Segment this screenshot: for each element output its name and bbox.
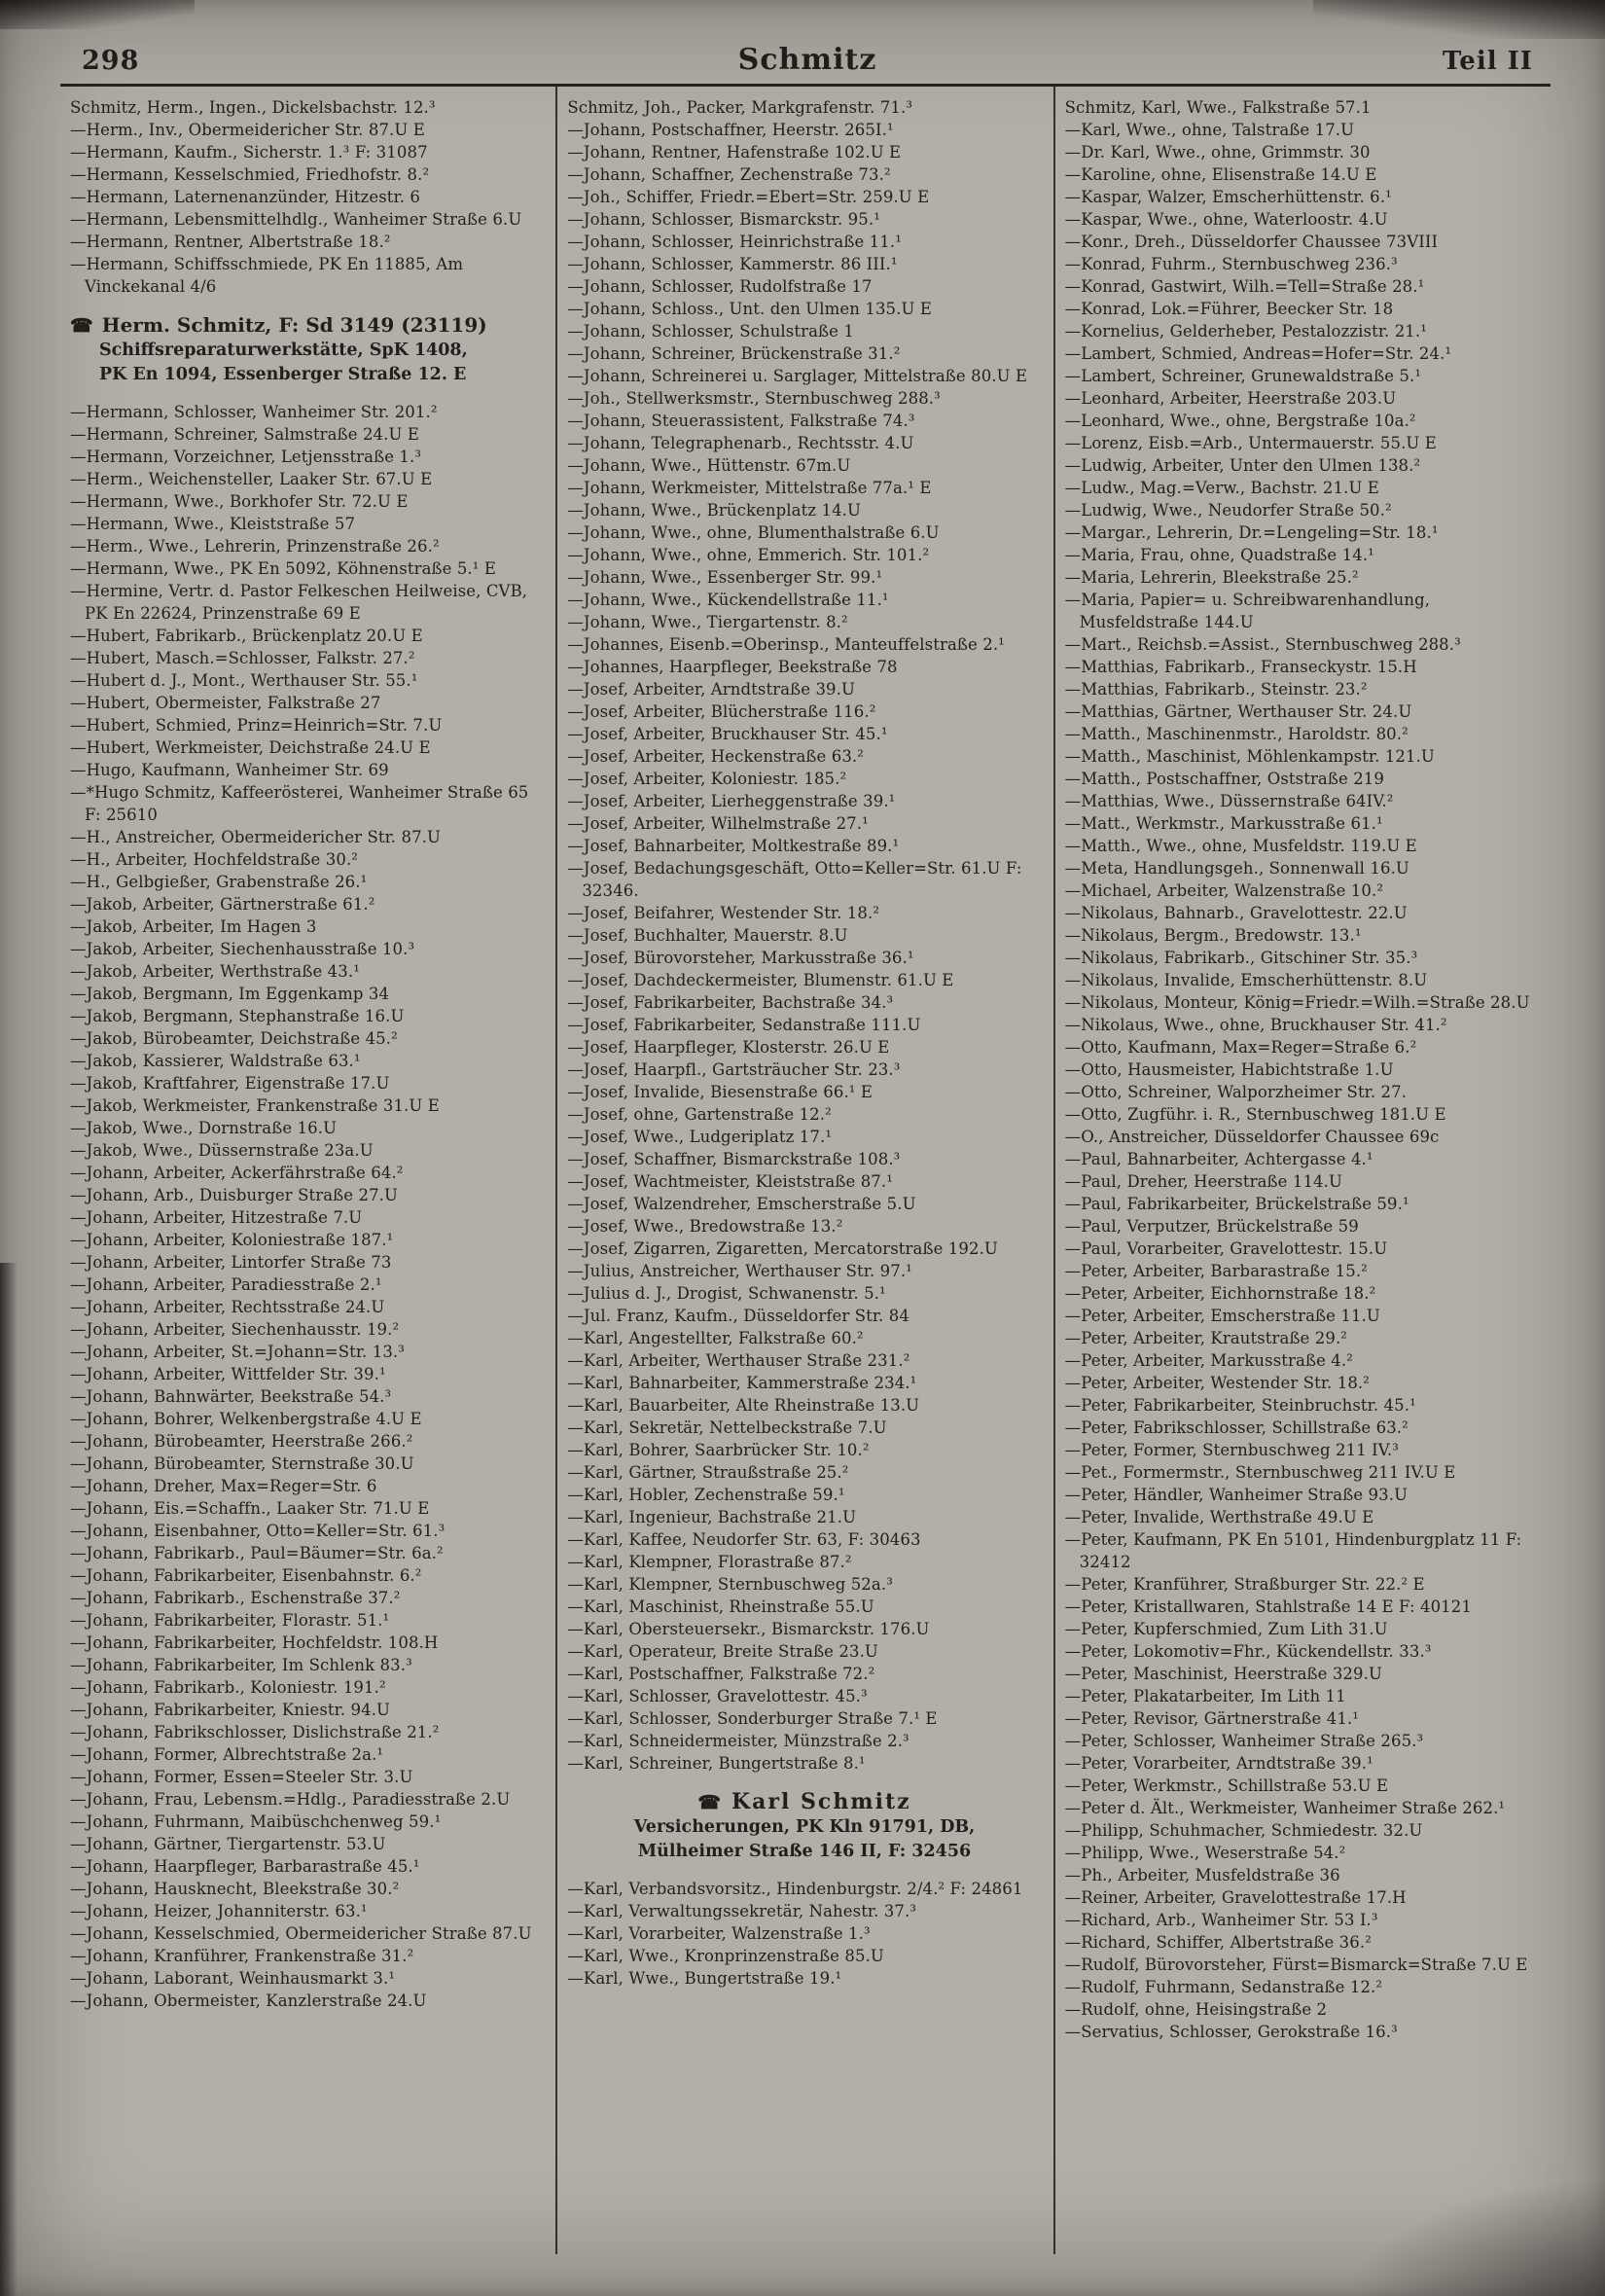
directory-entry: —Philipp, Schuhmacher, Schmiedestr. 32.U <box>1064 1821 1423 1840</box>
page-header <box>60 43 1551 87</box>
directory-entry: —Johann, Wwe., Essenberger Str. 99.¹ <box>567 568 883 587</box>
directory-entry: —Karl, Verbandsvorsitz., Hindenburgstr. 2/4.² F: 24861 <box>567 1880 1023 1898</box>
directory-entry: —Josef, Bahnarbeiter, Moltkestraße 89.¹ <box>567 837 900 855</box>
directory-entry: —Peter, Arbeiter, Barbarastraße 15.² <box>1064 1262 1368 1280</box>
directory-entry: —Johann, Heizer, Johanniterstr. 63.¹ <box>70 1902 368 1920</box>
directory-entry: —Johann, Schlosser, Rudolfstraße 17 <box>567 277 873 296</box>
directory-entry: —Konrad, Fuhrm., Sternbuschweg 236.³ <box>1064 255 1398 273</box>
directory-entry: —Rudolf, ohne, Heisingstraße 2 <box>1064 2000 1328 2019</box>
directory-entry: —Johann, Dreher, Max=Reger=Str. 6 <box>70 1477 377 1495</box>
directory-entry: —O., Anstreicher, Düsseldorfer Chaussee 69c <box>1064 1128 1440 1146</box>
directory-entry: Schmitz, Herm., Ingen., Dickelsbachstr. 12.³ <box>70 98 436 117</box>
directory-entry: —Johann, Obermeister, Kanzlerstraße 24.U <box>70 1991 427 2010</box>
directory-entry: —Peter, Former, Sternbuschweg 211 IV.³ <box>1064 1441 1399 1459</box>
directory-entry: —Johann, Kranführer, Frankenstraße 31.² <box>70 1947 414 1965</box>
directory-entry: —Johann, Schreinerei u. Sarglager, Mittelstraße 80.U E <box>567 367 1028 385</box>
directory-entry: —Jakob, Arbeiter, Werthstraße 43.¹ <box>70 962 360 981</box>
directory-entry: —H., Anstreicher, Obermeidericher Str. 87.U <box>70 828 442 846</box>
featured-entry-line: ☎ Herm. Schmitz, F: Sd 3149 (23119) <box>70 313 487 337</box>
featured-entry-line: Schiffsreparaturwerkstätte, SpK 1408, <box>99 341 468 360</box>
directory-entry: —Johann, Fabrikarb., Koloniestr. 191.² <box>70 1678 386 1697</box>
directory-entry: —Johann, Arb., Duisburger Straße 27.U <box>70 1186 399 1204</box>
directory-entry: —Johann, Former, Albrechtstraße 2a.¹ <box>70 1745 384 1764</box>
directory-entry: —Dr. Karl, Wwe., ohne, Grimmstr. 30 <box>1064 143 1371 161</box>
directory-entry: —Paul, Bahnarbeiter, Achtergasse 4.¹ <box>1064 1150 1373 1168</box>
directory-entry: —Peter, Plakatarbeiter, Im Lith 11 <box>1064 1687 1346 1705</box>
directory-entry: —Johann, Arbeiter, Koloniestraße 187.¹ <box>70 1231 394 1249</box>
directory-entry: —Peter, Fabrikarbeiter, Steinbruchstr. 45.¹ <box>1064 1396 1416 1415</box>
directory-entry: —Karl, Klempner, Florastraße 87.² <box>567 1553 852 1571</box>
directory-entry: —Paul, Dreher, Heerstraße 114.U <box>1064 1172 1342 1191</box>
directory-entry: —Otto, Zugführ. i. R., Sternbuschweg 181.U E <box>1064 1105 1446 1124</box>
phone-icon: ☎ <box>697 1792 724 1813</box>
directory-entry: —Karl, Schreiner, Bungertstraße 8.¹ <box>567 1754 866 1773</box>
directory-entry: —Karl, Operateur, Breite Straße 23.U <box>567 1642 878 1661</box>
directory-entry: —Johann, Bürobeamter, Sternstraße 30.U <box>70 1454 414 1473</box>
directory-entry: —Johann, Fuhrmann, Maibüschchenweg 59.¹ <box>70 1812 442 1831</box>
directory-entry: —Karl, Schlosser, Sonderburger Straße 7.¹ E <box>567 1709 938 1728</box>
directory-entry: —Peter, Fabrikschlosser, Schillstraße 63.² <box>1064 1418 1409 1437</box>
directory-column-1 <box>60 87 555 2254</box>
directory-entry: —Margar., Lehrerin, Dr.=Lengeling=Str. 18.¹ <box>1064 523 1439 542</box>
directory-entry: —Jakob, Kraftfahrer, Eigenstraße 17.U <box>70 1074 390 1093</box>
directory-entry: —Johann, Fabrikschlosser, Dislichstraße 21.² <box>70 1723 440 1741</box>
directory-entry: —Servatius, Schlosser, Gerokstraße 16.³ <box>1064 2023 1398 2041</box>
directory-entry: —Herm., Weichensteller, Laaker Str. 67.U E <box>70 470 433 488</box>
directory-entry: —Johann, Kesselschmied, Obermeidericher Straße 87.U <box>70 1924 532 1943</box>
directory-entry: —Jul. Franz, Kaufm., Düsseldorfer Str. 84 <box>567 1307 910 1325</box>
directory-entry: —Hermann, Rentner, Albertstraße 18.² <box>70 233 391 251</box>
featured-entry-line: PK En 1094, Essenberger Straße 12. E <box>99 365 467 384</box>
directory-entry: —Karoline, ohne, Elisenstraße 14.U E <box>1064 165 1377 184</box>
directory-entry: —Johann, Fabrikarbeiter, Florastr. 51.¹ <box>70 1611 390 1630</box>
directory-entry: —Peter, Invalide, Werthstraße 49.U E <box>1064 1508 1374 1526</box>
directory-entry: —Maria, Lehrerin, Bleekstraße 25.² <box>1064 568 1359 587</box>
directory-entry: —Jakob, Bürobeamter, Deichstraße 45.² <box>70 1029 398 1048</box>
directory-entry: —Matth., Postschaffner, Oststraße 219 <box>1064 770 1384 788</box>
directory-entry: —Hubert, Schmied, Prinz=Heinrich=Str. 7.U <box>70 716 443 735</box>
directory-entry: —Johann, Schaffner, Zechenstraße 73.² <box>567 165 891 184</box>
directory-entry: —Leonhard, Wwe., ohne, Bergstraße 10a.² <box>1064 412 1416 430</box>
directory-entry: —Maria, Frau, ohne, Quadstraße 14.¹ <box>1064 546 1374 564</box>
directory-entry: —Nikolaus, Fabrikarb., Gitschiner Str. 35.³ <box>1064 949 1418 967</box>
directory-entry: —Hermann, Vorzeichner, Letjensstraße 1.³ <box>70 448 422 466</box>
directory-entry: —Karl, Wwe., Kronprinzenstraße 85.U <box>567 1947 884 1965</box>
directory-entry: —Peter, Schlosser, Wanheimer Straße 265.³ <box>1064 1732 1424 1750</box>
directory-entry: —Rudolf, Bürovorsteher, Fürst=Bismarck=Straße 7.U E <box>1064 1955 1528 1974</box>
directory-entry: —Johann, Fabrikarb., Paul=Bäumer=Str. 6a.² <box>70 1544 444 1562</box>
directory-entry: —Nikolaus, Bahnarb., Gravelottestr. 22.U <box>1064 904 1408 922</box>
directory-entry: —Johannes, Haarpfleger, Beekstraße 78 <box>567 658 898 676</box>
directory-entry: —Johann, Fabrikarbeiter, Hochfeldstr. 108.H <box>70 1633 439 1652</box>
directory-entry: —Johann, Wwe., ohne, Blumenthalstraße 6.U <box>567 523 940 542</box>
directory-entry: —Jakob, Arbeiter, Siechenhausstraße 10.³ <box>70 940 415 958</box>
featured-entry <box>567 1790 1041 1864</box>
directory-entry: —Peter, Kaufmann, PK En 5101, Hindenburgplatz 11 F: 32412 <box>1064 1530 1522 1571</box>
directory-entry: —Johann, Schlosser, Bismarckstr. 95.¹ <box>567 210 880 229</box>
directory-entry: —Josef, Walzendreher, Emscherstraße 5.U <box>567 1195 916 1213</box>
directory-entry: —Hermann, Wwe., PK En 5092, Köhnenstraße 5.¹ E <box>70 559 496 578</box>
directory-entry: —Josef, Arbeiter, Bruckhauser Str. 45.¹ <box>567 725 888 743</box>
directory-entry: —Josef, Bedachungsgeschäft, Otto=Keller=Str. 61.U F: 32346. <box>567 859 1022 900</box>
directory-entry: —Karl, Schneidermeister, Münzstraße 2.³ <box>567 1732 910 1750</box>
directory-entry: —Nikolaus, Wwe., ohne, Bruckhauser Str. 41.² <box>1064 1016 1447 1034</box>
directory-entry: —Hubert, Obermeister, Falkstraße 27 <box>70 694 381 712</box>
directory-entry: —Nikolaus, Bergm., Bredowstr. 13.¹ <box>1064 926 1362 945</box>
directory-entry: —Karl, Wwe., ohne, Talstraße 17.U <box>1064 121 1355 139</box>
directory-entry: —Josef, ohne, Gartenstraße 12.² <box>567 1105 832 1124</box>
directory-entry: —Karl, Klempner, Sternbuschweg 52a.³ <box>567 1575 893 1594</box>
directory-entry: —Hermann, Lebensmittelhdlg., Wanheimer Straße 6.U <box>70 210 522 229</box>
directory-entry: —Johann, Steuerassistent, Falkstraße 74.³ <box>567 412 915 430</box>
directory-entry: —Matthias, Fabrikarb., Franseckystr. 15.H <box>1064 658 1417 676</box>
directory-entry: —Paul, Verputzer, Brückelstraße 59 <box>1064 1217 1359 1236</box>
directory-entry: —Johann, Haarpfleger, Barbarastraße 45.¹ <box>70 1857 420 1876</box>
directory-entry: —Karl, Kaffee, Neudorfer Str. 63, F: 30463 <box>567 1530 921 1549</box>
directory-entry: —Hermann, Schlosser, Wanheimer Str. 201.² <box>70 403 438 421</box>
directory-entry: —Johann, Schloss., Unt. den Ulmen 135.U E <box>567 300 932 318</box>
directory-entry: —Ludwig, Arbeiter, Unter den Ulmen 138.² <box>1064 456 1421 475</box>
directory-entry: —Johann, Gärtner, Tiergartenstr. 53.U <box>70 1835 386 1853</box>
directory-entry: —Ludwig, Wwe., Neudorfer Straße 50.² <box>1064 501 1392 520</box>
directory-entry: —Johann, Arbeiter, Rechtsstraße 24.U <box>70 1298 385 1316</box>
directory-entry: —Meta, Handlungsgeh., Sonnenwall 16.U <box>1064 859 1409 878</box>
directory-entry: —Pet., Formermstr., Sternbuschweg 211 IV.U E <box>1064 1463 1456 1482</box>
directory-entry: —Peter, Kranführer, Straßburger Str. 22.² E <box>1064 1575 1425 1594</box>
page-title: Schmitz <box>737 43 877 77</box>
directory-entry: —Peter, Arbeiter, Westender Str. 18.² <box>1064 1374 1370 1392</box>
directory-entry: —Julius, Anstreicher, Werthauser Str. 97.¹ <box>567 1262 912 1280</box>
directory-entry: —Johannes, Eisenb.=Oberinsp., Manteuffelstraße 2.¹ <box>567 635 1005 654</box>
directory-entry: —Johann, Rentner, Hafenstraße 102.U E <box>567 143 902 161</box>
directory-column-2 <box>555 87 1052 2254</box>
directory-entry: —Joh., Schiffer, Friedr.=Ebert=Str. 259.U E <box>567 188 930 206</box>
directory-entry: —Johann, Bohrer, Welkenbergstraße 4.U E <box>70 1410 422 1428</box>
directory-entry: —Hermann, Kaufm., Sicherstr. 1.³ F: 31087 <box>70 143 428 161</box>
directory-entry: —Josef, Wachtmeister, Kleiststraße 87.¹ <box>567 1172 893 1191</box>
directory-entry: —Karl, Hobler, Zechenstraße 59.¹ <box>567 1486 845 1504</box>
directory-entry: —Karl, Schlosser, Gravelottestr. 45.³ <box>567 1687 868 1705</box>
directory-entry: —Nikolaus, Invalide, Emscherhüttenstr. 8.U <box>1064 971 1428 989</box>
directory-entry: —Kaspar, Wwe., ohne, Waterloostr. 4.U <box>1064 210 1388 229</box>
directory-entry: —Johann, Wwe., Hüttenstr. 67m.U <box>567 456 851 475</box>
directory-entry: —Karl, Vorarbeiter, Walzenstraße 1.³ <box>567 1924 871 1943</box>
directory-entry: —Peter d. Ält., Werkmeister, Wanheimer Straße 262.¹ <box>1064 1799 1506 1817</box>
directory-entry: —Hermann, Schreiner, Salmstraße 24.U E <box>70 425 419 444</box>
directory-entry: —Josef, Arbeiter, Blücherstraße 116.² <box>567 702 876 721</box>
directory-entry: —Hubert, Werkmeister, Deichstraße 24.U E <box>70 738 431 757</box>
phone-icon: ☎ <box>70 315 93 337</box>
directory-entry: —H., Arbeiter, Hochfeldstraße 30.² <box>70 850 359 869</box>
directory-entry: —Josef, Haarpfl., Gartsträucher Str. 23.³ <box>567 1060 901 1079</box>
directory-entry: —Karl, Ingenieur, Bachstraße 21.U <box>567 1508 857 1526</box>
directory-entry: —Peter, Kupferschmied, Zum Lith 31.U <box>1064 1620 1388 1638</box>
directory-entry: —Johann, Fabrikarbeiter, Eisenbahnstr. 6.² <box>70 1566 422 1585</box>
directory-entry: —Herm., Wwe., Lehrerin, Prinzenstraße 26.² <box>70 537 440 556</box>
directory-entry: —Paul, Fabrikarbeiter, Brückelstraße 59.¹ <box>1064 1195 1409 1213</box>
directory-entry: —Matth., Maschinist, Möhlenkampstr. 121.U <box>1064 747 1435 766</box>
directory-entry: —Karl, Bauarbeiter, Alte Rheinstraße 13.U <box>567 1396 920 1415</box>
directory-entry: —Peter, Werkmstr., Schillstraße 53.U E <box>1064 1776 1389 1795</box>
directory-entry: —Karl, Postschaffner, Falkstraße 72.² <box>567 1665 875 1683</box>
directory-entry: —Leonhard, Arbeiter, Heerstraße 203.U <box>1064 389 1397 408</box>
directory-entry: —Nikolaus, Monteur, König=Friedr.=Wilh.=Straße 28.U <box>1064 993 1530 1012</box>
directory-entry: —Hermann, Schiffsschmiede, PK En 11885, Am Vinckekanal 4/6 <box>70 255 464 296</box>
directory-entry: —Peter, Arbeiter, Eichhornstraße 18.² <box>1064 1284 1376 1303</box>
directory-entry: —Hermann, Kesselschmied, Friedhofstr. 8.² <box>70 165 430 184</box>
directory-entry: —Johann, Fabrikarbeiter, Im Schlenk 83.³ <box>70 1656 412 1674</box>
directory-entry: —Philipp, Wwe., Weserstraße 54.² <box>1064 1844 1346 1862</box>
directory-entry: —Karl, Bahnarbeiter, Kammerstraße 234.¹ <box>567 1374 917 1392</box>
directory-entry: —Josef, Buchhalter, Mauerstr. 8.U <box>567 926 848 945</box>
featured-entry-line: Mülheimer Straße 146 II, F: 32456 <box>637 1842 972 1861</box>
directory-entry: —Josef, Arbeiter, Heckenstraße 63.² <box>567 747 864 766</box>
directory-entry: —Johann, Fabrikarb., Eschenstraße 37.² <box>70 1589 401 1607</box>
directory-entry: —Julius d. J., Drogist, Schwanenstr. 5.¹ <box>567 1284 886 1303</box>
directory-entry: —Mart., Reichsb.=Assist., Sternbuschweg 288.³ <box>1064 635 1461 654</box>
directory-entry: —Peter, Revisor, Gärtnerstraße 41.¹ <box>1064 1709 1360 1728</box>
directory-entry: —Peter, Maschinist, Heerstraße 329.U <box>1064 1665 1382 1683</box>
directory-entry: —Richard, Arb., Wanheimer Str. 53 I.³ <box>1064 1911 1378 1929</box>
directory-entry: —Peter, Vorarbeiter, Arndtstraße 39.¹ <box>1064 1754 1373 1773</box>
directory-entry: —Jakob, Arbeiter, Gärtnerstraße 61.² <box>70 895 375 914</box>
directory-entry: —Karl, Gärtner, Straußstraße 25.² <box>567 1463 849 1482</box>
directory-entry: —Josef, Zigarren, Zigaretten, Mercatorstraße 192.U <box>567 1239 998 1258</box>
directory-entry: —Johann, Laborant, Weinhausmarkt 3.¹ <box>70 1969 396 1988</box>
directory-entry: —Josef, Arbeiter, Wilhelmstraße 27.¹ <box>567 814 869 833</box>
directory-entry: —Richard, Schiffer, Albertstraße 36.² <box>1064 1933 1372 1952</box>
directory-entry: —Hugo, Kaufmann, Wanheimer Str. 69 <box>70 761 389 779</box>
directory-entry: —Johann, Telegraphenarb., Rechtsstr. 4.U <box>567 434 914 452</box>
directory-entry: Schmitz, Joh., Packer, Markgrafenstr. 71.³ <box>567 98 913 117</box>
directory-entry: —Hubert, Masch.=Schlosser, Falkstr. 27.² <box>70 649 415 667</box>
directory-entry: —Hermine, Vertr. d. Pastor Felkeschen Heilweise, CVB, PK En 22624, Prinzenstraße 69 E <box>70 582 528 623</box>
directory-entry: —Johann, Bahnwärter, Beekstraße 54.³ <box>70 1387 392 1406</box>
directory-entry: —Josef, Haarpfleger, Klosterstr. 26.U E <box>567 1038 890 1057</box>
directory-entry: —Matth., Maschinenmstr., Haroldstr. 80.² <box>1064 725 1409 743</box>
directory-entry: —Peter, Arbeiter, Markusstraße 4.² <box>1064 1351 1353 1370</box>
directory-entry: —Johann, Schlosser, Kammerstr. 86 III.¹ <box>567 255 898 273</box>
directory-entry: —Herm., Inv., Obermeidericher Str. 87.U E <box>70 121 425 139</box>
directory-entry: —Hermann, Wwe., Kleiststraße 57 <box>70 515 356 533</box>
directory-entry: —Johann, Former, Essen=Steeler Str. 3.U <box>70 1768 413 1786</box>
featured-entry <box>70 313 544 387</box>
directory-entry: —Johann, Arbeiter, Siechenhausstr. 19.² <box>70 1320 400 1339</box>
directory-entry: —Konr., Dreh., Düsseldorfer Chaussee 73VIII <box>1064 233 1439 251</box>
directory-entry: —Josef, Arbeiter, Koloniestr. 185.² <box>567 770 847 788</box>
directory-column-3 <box>1053 87 1551 2254</box>
directory-entry: —Otto, Hausmeister, Habichtstraße 1.U <box>1064 1060 1394 1079</box>
directory-entry: —Joh., Stellwerksmstr., Sternbuschweg 288.³ <box>567 389 941 408</box>
directory-entry: —Johann, Werkmeister, Mittelstraße 77a.¹ E <box>567 479 932 497</box>
directory-entry: —Rudolf, Fuhrmann, Sedanstraße 12.² <box>1064 1978 1383 1996</box>
directory-entry: —Johann, Wwe., Kückendellstraße 11.¹ <box>567 591 889 609</box>
directory-entry: —Josef, Fabrikarbeiter, Bachstraße 34.³ <box>567 993 894 1012</box>
directory-entry: —Peter, Arbeiter, Krautstraße 29.² <box>1064 1329 1348 1347</box>
directory-entry: —Johann, Wwe., ohne, Emmerich. Str. 101.² <box>567 546 930 564</box>
directory-entry: —Lambert, Schmied, Andreas=Hofer=Str. 24.¹ <box>1064 344 1452 363</box>
directory-entry: —*Hugo Schmitz, Kaffeerösterei, Wanheimer Straße 65 F: 25610 <box>70 783 529 824</box>
directory-entry: —Johann, Arbeiter, Ackerfährstraße 64.² <box>70 1164 404 1182</box>
directory-entry: —Jakob, Wwe., Düssernstraße 23a.U <box>70 1141 374 1160</box>
page-number: 298 <box>82 46 140 76</box>
directory-entry: —Johann, Eisenbahner, Otto=Keller=Str. 61.³ <box>70 1522 446 1540</box>
directory-entry: —Ph., Arbeiter, Musfeldstraße 36 <box>1064 1866 1340 1884</box>
directory-entry: —Konrad, Lok.=Führer, Beecker Str. 18 <box>1064 300 1394 318</box>
directory-entry: —Karl, Verwaltungssekretär, Nahestr. 37.³ <box>567 1902 917 1920</box>
directory-entry: —Johann, Arbeiter, Hitzestraße 7.U <box>70 1208 363 1227</box>
directory-entry: —Johann, Schlosser, Schulstraße 1 <box>567 322 854 341</box>
directory-entry: —Johann, Arbeiter, St.=Johann=Str. 13.³ <box>70 1343 405 1361</box>
directory-entry: —Johann, Wwe., Brückenplatz 14.U <box>567 501 862 520</box>
directory-entry: —Johann, Arbeiter, Wittfelder Str. 39.¹ <box>70 1365 386 1383</box>
directory-entry: —Josef, Invalide, Biesenstraße 66.¹ E <box>567 1083 874 1101</box>
directory-entry: —Matth., Wwe., ohne, Musfeldstr. 119.U E <box>1064 837 1417 855</box>
directory-entry: —Jakob, Arbeiter, Im Hagen 3 <box>70 917 317 936</box>
directory-entry: —Karl, Obersteuersekr., Bismarckstr. 176.U <box>567 1620 930 1638</box>
directory-entry: —Konrad, Gastwirt, Wilh.=Tell=Straße 28.¹ <box>1064 277 1425 296</box>
directory-entry: —Karl, Arbeiter, Werthauser Straße 231.² <box>567 1351 910 1370</box>
directory-entry: —Josef, Arbeiter, Arndtstraße 39.U <box>567 680 856 699</box>
directory-entry: —Matthias, Gärtner, Werthauser Str. 24.U <box>1064 702 1412 721</box>
directory-entry: —Johann, Bürobeamter, Heerstraße 266.² <box>70 1432 413 1451</box>
directory-entry: —Peter, Arbeiter, Emscherstraße 11.U <box>1064 1307 1380 1325</box>
directory-entry: —Josef, Bürovorsteher, Markusstraße 36.¹ <box>567 949 914 967</box>
directory-columns <box>60 87 1551 2254</box>
directory-entry: —Josef, Wwe., Ludgeriplatz 17.¹ <box>567 1128 833 1146</box>
directory-entry: —Michael, Arbeiter, Walzenstraße 10.² <box>1064 881 1384 900</box>
directory-entry: —Peter, Kristallwaren, Stahlstraße 14 E F: 40121 <box>1064 1597 1472 1616</box>
directory-entry: —Hubert d. J., Mont., Werthauser Str. 55.¹ <box>70 671 418 690</box>
directory-entry: —Kornelius, Gelderheber, Pestalozzistr. 21.¹ <box>1064 322 1427 341</box>
directory-entry: —Hermann, Wwe., Borkhofer Str. 72.U E <box>70 492 409 511</box>
directory-entry: —Matt., Werkmstr., Markusstraße 61.¹ <box>1064 814 1383 833</box>
directory-entry: —Johann, Wwe., Tiergartenstr. 8.² <box>567 613 848 631</box>
directory-entry: —Otto, Kaufmann, Max=Reger=Straße 6.² <box>1064 1038 1417 1057</box>
featured-entry-line: Versicherungen, PK Kln 91791, DB, <box>633 1817 976 1837</box>
directory-entry: —Matthias, Fabrikarb., Steinstr. 23.² <box>1064 680 1368 699</box>
directory-entry: —Johann, Postschaffner, Heerstr. 265I.¹ <box>567 121 894 139</box>
directory-entry: —Karl, Sekretär, Nettelbeckstraße 7.U <box>567 1418 887 1437</box>
directory-entry: —Jakob, Bergmann, Im Eggenkamp 34 <box>70 985 390 1003</box>
directory-entry: —Johann, Fabrikarbeiter, Kniestr. 94.U <box>70 1701 391 1719</box>
directory-entry: Schmitz, Karl, Wwe., Falkstraße 57.1 <box>1064 98 1372 117</box>
directory-entry: —H., Gelbgießer, Grabenstraße 26.¹ <box>70 873 368 891</box>
directory-entry: —Josef, Dachdeckermeister, Blumenstr. 61.U E <box>567 971 954 989</box>
featured-entry-line: ☎ Karl Schmitz <box>697 1789 911 1814</box>
directory-entry: —Johann, Eis.=Schaffn., Laaker Str. 71.U E <box>70 1499 430 1518</box>
directory-entry: —Otto, Schreiner, Walporzheimer Str. 27. <box>1064 1083 1408 1101</box>
page-part: Teil II <box>1442 47 1533 76</box>
directory-entry: —Jakob, Werkmeister, Frankenstraße 31.U E <box>70 1096 440 1115</box>
directory-entry: —Josef, Schaffner, Bismarckstraße 108.³ <box>567 1150 901 1168</box>
directory-entry: —Josef, Fabrikarbeiter, Sedanstraße 111.U <box>567 1016 921 1034</box>
directory-entry: —Johann, Frau, Lebensm.=Hdlg., Paradiesstraße 2.U <box>70 1790 511 1809</box>
directory-entry: —Jakob, Kassierer, Waldstraße 63.¹ <box>70 1052 361 1070</box>
directory-entry: —Maria, Papier= u. Schreibwarenhandlung, Musfeldstraße 144.U <box>1064 591 1431 631</box>
directory-entry: —Johann, Arbeiter, Paradiesstraße 2.¹ <box>70 1275 382 1294</box>
directory-entry: —Hubert, Fabrikarb., Brückenplatz 20.U E <box>70 627 423 645</box>
directory-entry: —Ludw., Mag.=Verw., Bachstr. 21.U E <box>1064 479 1379 497</box>
directory-entry: —Josef, Wwe., Bredowstraße 13.² <box>567 1217 843 1236</box>
directory-entry: —Paul, Vorarbeiter, Gravelottestr. 15.U <box>1064 1239 1388 1258</box>
directory-entry: —Karl, Bohrer, Saarbrücker Str. 10.² <box>567 1441 870 1459</box>
directory-entry: —Matthias, Wwe., Düssernstraße 64IV.² <box>1064 792 1394 810</box>
directory-entry: —Hermann, Laternenanzünder, Hitzestr. 6 <box>70 188 420 206</box>
directory-entry: —Jakob, Bergmann, Stephanstraße 16.U <box>70 1007 405 1025</box>
directory-entry: —Johann, Schlosser, Heinrichstraße 11.¹ <box>567 233 902 251</box>
directory-entry: —Josef, Arbeiter, Lierheggenstraße 39.¹ <box>567 792 896 810</box>
directory-entry: —Karl, Angestellter, Falkstraße 60.² <box>567 1329 864 1347</box>
directory-entry: —Peter, Händler, Wanheimer Straße 93.U <box>1064 1486 1409 1504</box>
directory-entry: —Reiner, Arbeiter, Gravelottestraße 17.H <box>1064 1888 1407 1907</box>
directory-entry: —Johann, Hausknecht, Bleekstraße 30.² <box>70 1880 400 1898</box>
directory-entry: —Kaspar, Walzer, Emscherhüttenstr. 6.¹ <box>1064 188 1392 206</box>
directory-entry: —Karl, Maschinist, Rheinstraße 55.U <box>567 1597 874 1616</box>
directory-entry: —Lorenz, Eisb.=Arb., Untermauerstr. 55.U E <box>1064 434 1437 452</box>
directory-entry: —Peter, Lokomotiv=Fhr., Kückendellstr. 33.³ <box>1064 1642 1432 1661</box>
directory-entry: —Josef, Beifahrer, Westender Str. 18.² <box>567 904 880 922</box>
directory-entry: —Karl, Wwe., Bungertstraße 19.¹ <box>567 1969 842 1988</box>
directory-entry: —Johann, Schreiner, Brückenstraße 31.² <box>567 344 901 363</box>
directory-entry: —Lambert, Schreiner, Grunewaldstraße 5.¹ <box>1064 367 1422 385</box>
directory-entry: —Johann, Arbeiter, Lintorfer Straße 73 <box>70 1253 392 1272</box>
directory-entry: —Jakob, Wwe., Dornstraße 16.U <box>70 1119 338 1137</box>
